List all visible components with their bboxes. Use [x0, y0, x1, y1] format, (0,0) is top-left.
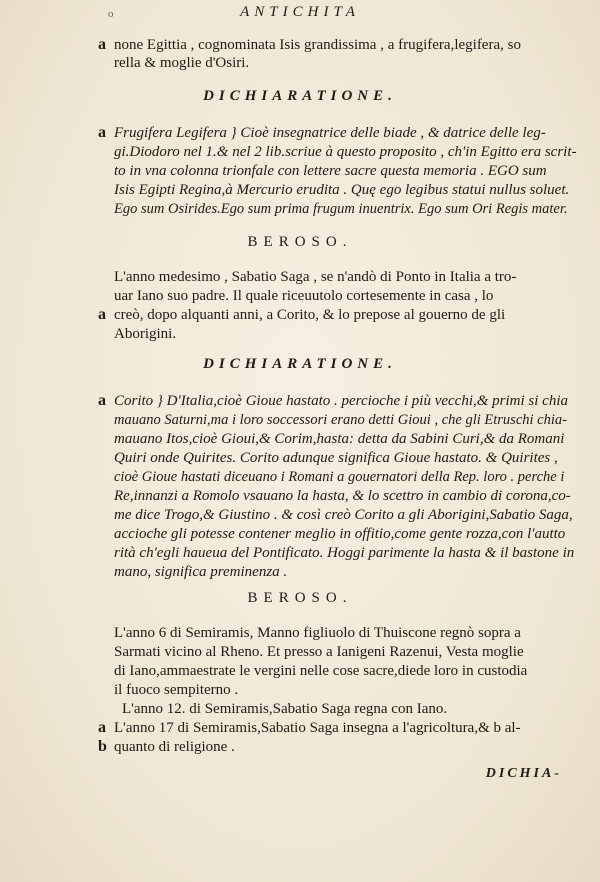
text-line: none Egittia , cognominata Isis grandissima , a frugifera,legifera, so: [114, 37, 521, 53]
section-heading: DICHIARATIONE.: [203, 356, 397, 372]
text-line: mauano Saturni,ma i loro soccessori erano detti Gioui , che gli Etruschi chia-: [114, 412, 567, 428]
text-line: di Iano,ammaestrate le vergini nelle cose sacre,diede loro in custodia: [114, 663, 528, 679]
text-line: mauano Itos,cioè Gioui,& Corim,hasta: detta da Sabini Curi,& da Romani: [114, 431, 565, 447]
text-line: il fuoco sempiterno .: [114, 682, 239, 698]
text-line: L'anno 17 di Semiramis,Sabatio Saga insegna a l'agricoltura,& b al-: [114, 720, 521, 736]
text-line: creò, dopo alquanti anni, a Corito, & lo prepose al gouerno de gli: [114, 307, 506, 323]
text-line: mano, significa preminenza .: [114, 564, 288, 580]
section-heading: DICHIARATIONE.: [203, 88, 397, 104]
margin-mark: a: [98, 36, 106, 53]
running-head: ANTICHITA: [240, 4, 360, 20]
margin-mark: a: [98, 392, 106, 409]
text-line: Re,innanzi a Romolo vsauano la hasta, & lo scettro in cambio di corona,co-: [114, 488, 571, 504]
text-line: L'anno medesimo , Sabatio Saga , se n'andò di Ponto in Italia a tro-: [114, 269, 517, 285]
text-line: Isis Egipti Regina,à Mercurio erudita . Quę ego legibus statui nullus soluet.: [114, 182, 570, 198]
text-line: Frugifera Legifera } Cioè insegnatrice delle biade , & datrice delle leg-: [114, 125, 546, 141]
section-heading: BEROSO.: [247, 234, 353, 250]
text-line: me dice Trogo,& Giustino . & così creò Corito a gli Aborigini,Sabatio Saga,: [114, 507, 573, 523]
text-line: rella & moglie d'Osiri.: [114, 55, 250, 71]
page-marker: o: [108, 8, 114, 20]
margin-mark: a: [98, 124, 106, 141]
text-line: L'anno 12. di Semiramis,Sabatio Saga regna con Iano.: [122, 701, 448, 717]
text-line: to in vna colonna trionfale con lettere sacre questa memoria . EGO sum: [114, 163, 547, 179]
margin-mark: a: [98, 719, 106, 736]
text-line: uar Iano suo padre. Il quale riceuutolo cortesemente in casa , lo: [114, 288, 494, 304]
text-line: cioè Gioue hastati diceuano i Romani a gouernatori della Rep. loro . perche i: [114, 469, 565, 485]
text-line: quanto di religione .: [114, 739, 235, 755]
text-line: Sarmati vicino al Rheno. Et presso a Ianigeni Razenui, Vesta moglie: [114, 644, 524, 660]
text-line: rità ch'egli haueua del Pontificato. Hoggi parimente la hasta & il bastone in: [114, 545, 575, 561]
margin-mark: b: [98, 738, 107, 755]
margin-mark: a: [98, 306, 106, 323]
catchword: DICHIA-: [485, 766, 562, 781]
text-line: accioche gli potesse contener meglio in offitio,come gente rozza,con l'autto: [114, 526, 566, 542]
text-line: Quiri onde Quirites. Corito adunque significa Gioue hastato. & Quirites ,: [114, 450, 558, 466]
text-line: Ego sum Osirides.Ego sum prima frugum inuentrix. Ego sum Ori Regis mater.: [114, 201, 568, 217]
text-line: Aborigini.: [114, 326, 177, 342]
section-heading: BEROSO.: [247, 590, 353, 606]
text-line: Corito } D'Italia,cioè Gioue hastato . percioche i più vecchi,& primi si chia: [114, 393, 568, 409]
text-line: L'anno 6 di Semiramis, Manno figliuolo di Thuiscone regnò sopra a: [114, 625, 521, 641]
text-line: gi.Diodoro nel 1.& nel 2 lib.scriue à questo proposito , ch'in Egitto era scrit-: [114, 144, 577, 160]
